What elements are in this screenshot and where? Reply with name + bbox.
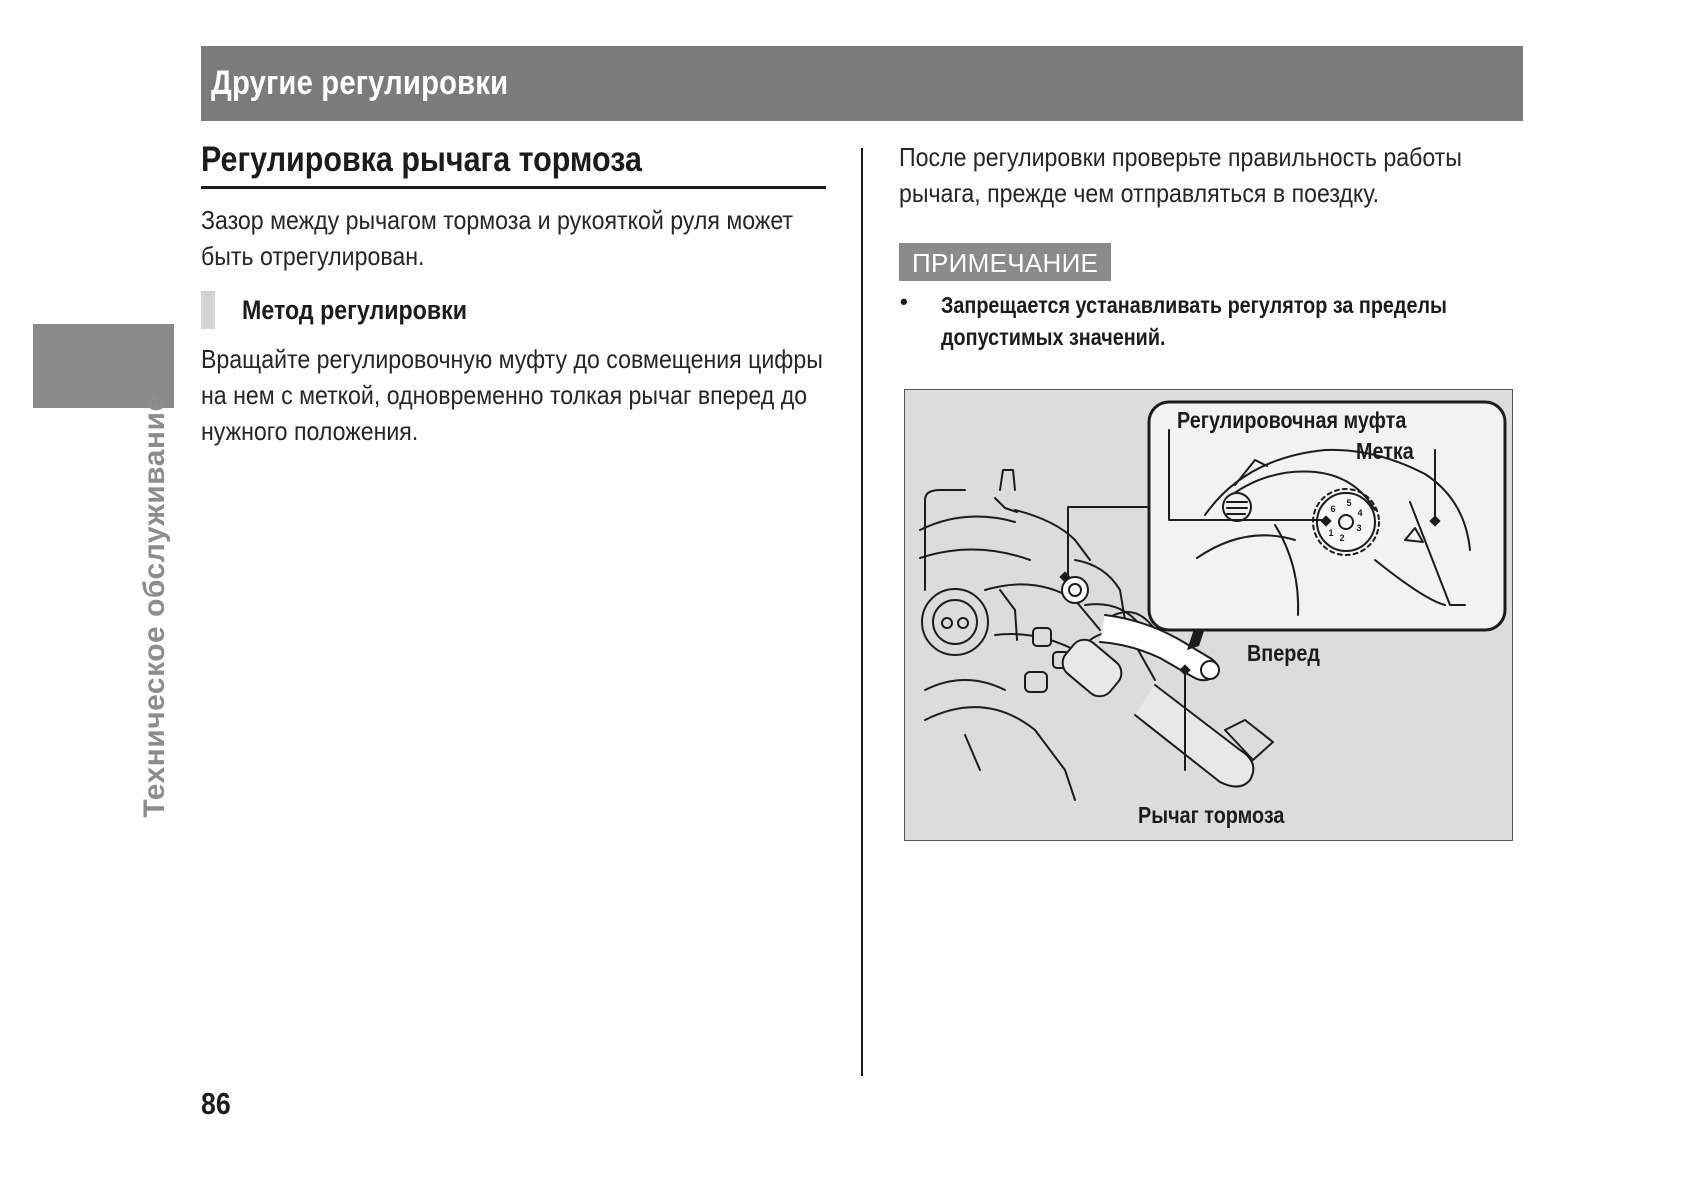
section-title-text: Регулировка рычага тормоза [201, 140, 642, 179]
chapter-header [201, 46, 1523, 121]
brake-lever-illustration [905, 390, 1513, 841]
method-subheading [201, 291, 801, 329]
note-bullet: • [900, 289, 908, 314]
label-adjuster: Регулировочная муфта [1177, 407, 1407, 433]
method-heading-text: Метод регулировки [242, 295, 468, 325]
dial-number-1: 1 [1328, 528, 1334, 538]
chapter-title: Другие регулировки [211, 64, 509, 102]
brake-lever-figure [904, 389, 1513, 841]
dial-number-6: 6 [1330, 504, 1336, 514]
dial-number-4: 4 [1357, 508, 1363, 518]
label-brake-lever: Рычаг тормоза [1138, 802, 1285, 828]
label-forward: Вперед [1247, 640, 1320, 666]
dial-number-3: 3 [1356, 523, 1362, 533]
dial-number-2: 2 [1339, 533, 1345, 543]
side-tab-label: Техническое обслуживание [138, 394, 171, 818]
method-paragraph: Вращайте регулировочную муфту до совмещения цифры на нем с меткой, одновременно толкая рычаг вперед до нужного положения. [201, 344, 823, 446]
subheading-marker [201, 291, 215, 329]
section-title [201, 140, 826, 189]
intro-paragraph: Зазор между рычагом тормоза и рукояткой руля может быть отрегулирован. [201, 205, 794, 271]
note-text: Запрещается устанавливать регулятор за пределы допустимых значений. [941, 292, 1447, 350]
note-badge: ПРИМЕЧАНИЕ [899, 243, 1111, 281]
after-adjustment-paragraph: После регулировки проверьте правильность работы рычага, прежде чем отправляться в поездку. [899, 142, 1462, 208]
column-divider [861, 148, 863, 1076]
dial-number-5: 5 [1346, 498, 1352, 508]
label-mark: Метка [1356, 438, 1414, 464]
page-number: 86 [201, 1086, 231, 1121]
left-column [201, 140, 826, 446]
